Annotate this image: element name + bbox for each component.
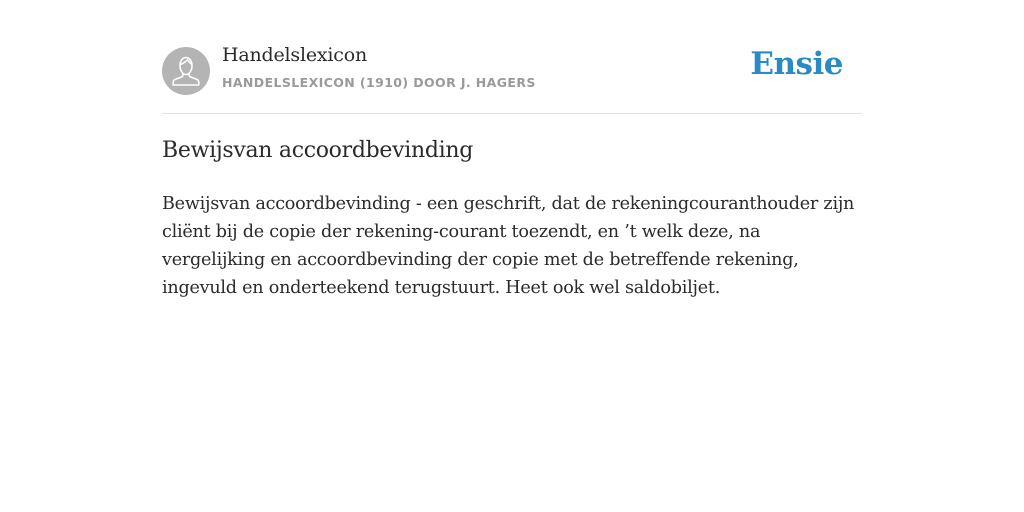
entry-body: Bewijsvan accoordbevinding - een geschrift, dat de rekeningcouranthouder zijn cliënt bij de copie der rekening-courant toezendt, en ’t welk deze, na vergelijking en accoordbevinding der copie met de betreffende rekening, ingevuld en onderteekend terugstuurt. Heet ook wel saldobiljet. bbox=[162, 194, 855, 298]
user-silhouette-icon bbox=[162, 47, 210, 95]
entry-card bbox=[162, 0, 862, 298]
source-subtitle: HANDELSLEXICON (1910) DOOR J. HAGERS bbox=[222, 75, 536, 90]
entry-title: Bewijsvan accoordbevinding bbox=[162, 138, 474, 163]
ensie-logo[interactable]: Ensie bbox=[750, 46, 843, 82]
source-name[interactable]: Handelslexicon bbox=[222, 44, 367, 66]
avatar[interactable] bbox=[162, 47, 210, 95]
source-header bbox=[162, 0, 862, 114]
